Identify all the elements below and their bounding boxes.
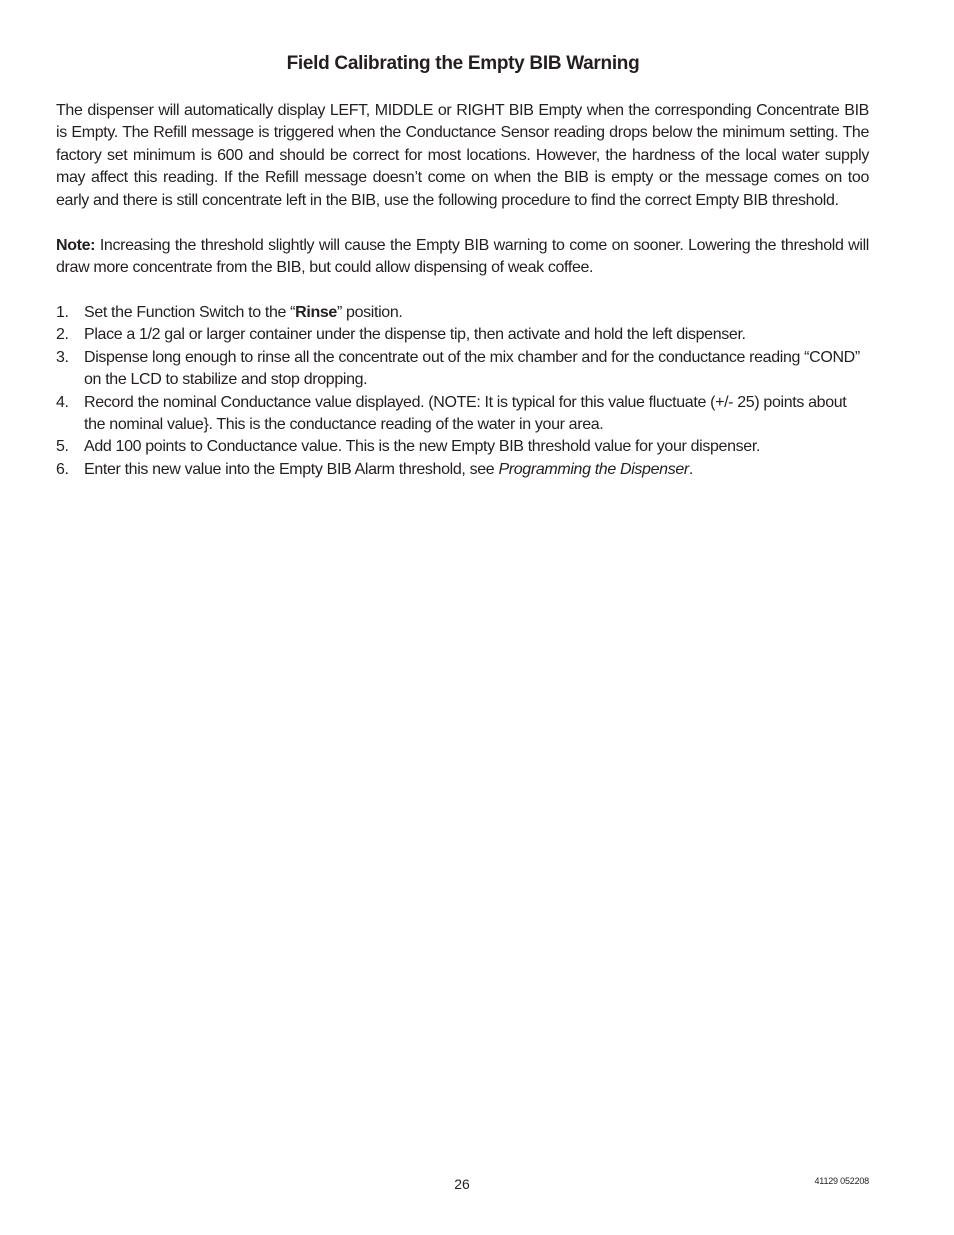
step-5 <box>56 436 869 458</box>
step-number: 3. <box>56 348 69 366</box>
step-1 <box>56 302 869 324</box>
intro-paragraph: The dispenser will automatically display LEFT, MIDDLE or RIGHT BIB Empty when the corresponding Concentrate BIB is Empty. The Refill message is triggered when the Conductance Sensor reading drops below the minimum setting. The factory set minimum is 600 and should be correct for most locations. However, the hardness of the local water supply may affect this reading. If the Refill message doesn’t come on when the BIB is empty or the message comes on too early and there is still concentrate left in the BIB, use the following procedure to find the correct Empty BIB threshold. <box>56 102 869 209</box>
step-text: Dispense long enough to rinse all the concentrate out of the mix chamber and for the conductance reading “COND” on the LCD to stabilize and stop dropping. <box>84 348 860 389</box>
procedure-steps <box>56 302 869 481</box>
rinse-keyword: Rinse <box>295 304 337 321</box>
note-paragraph <box>56 235 869 280</box>
step-number: 4. <box>56 393 69 411</box>
document-code: 41129 052208 <box>814 1176 869 1186</box>
step-text: Add 100 points to Conductance value. This is the new Empty BIB threshold value for your dispenser. <box>84 438 761 456</box>
step-2 <box>56 324 869 346</box>
step-number: 1. <box>56 304 69 321</box>
step-text: Place a 1/2 gal or larger container under the dispense tip, then activate and hold the left dispenser. <box>84 326 746 344</box>
step-text: Record the nominal Conductance value displayed. (NOTE: It is typical for this value fluctuate (+/- 25) points about the nominal value}. This is the conductance reading of the water in your area. <box>84 393 847 434</box>
step-4 <box>56 392 869 437</box>
step-number: 6. <box>56 460 69 478</box>
step-3 <box>56 347 869 392</box>
note-label: Note: <box>56 237 96 254</box>
cross-reference: Programming the Dispenser <box>498 460 689 478</box>
step-number: 5. <box>56 438 69 456</box>
step-number: 2. <box>56 326 69 344</box>
step-text: Enter this new value into the Empty BIB Alarm threshold, see <box>84 460 499 478</box>
page-number: 26 <box>454 1176 470 1192</box>
step-text: Set the Function Switch to the “ <box>84 304 296 321</box>
section-title: Field Calibrating the Empty BIB Warning <box>286 53 640 74</box>
note-text: Increasing the threshold slightly will cause the Empty BIB warning to come on sooner. Lowering the threshold will draw more concentrate from the BIB, but could allow dispensing of weak coffee. <box>56 237 869 277</box>
step-6 <box>56 459 869 481</box>
step-text: ” position. <box>336 304 403 321</box>
step-text: . <box>688 460 693 478</box>
